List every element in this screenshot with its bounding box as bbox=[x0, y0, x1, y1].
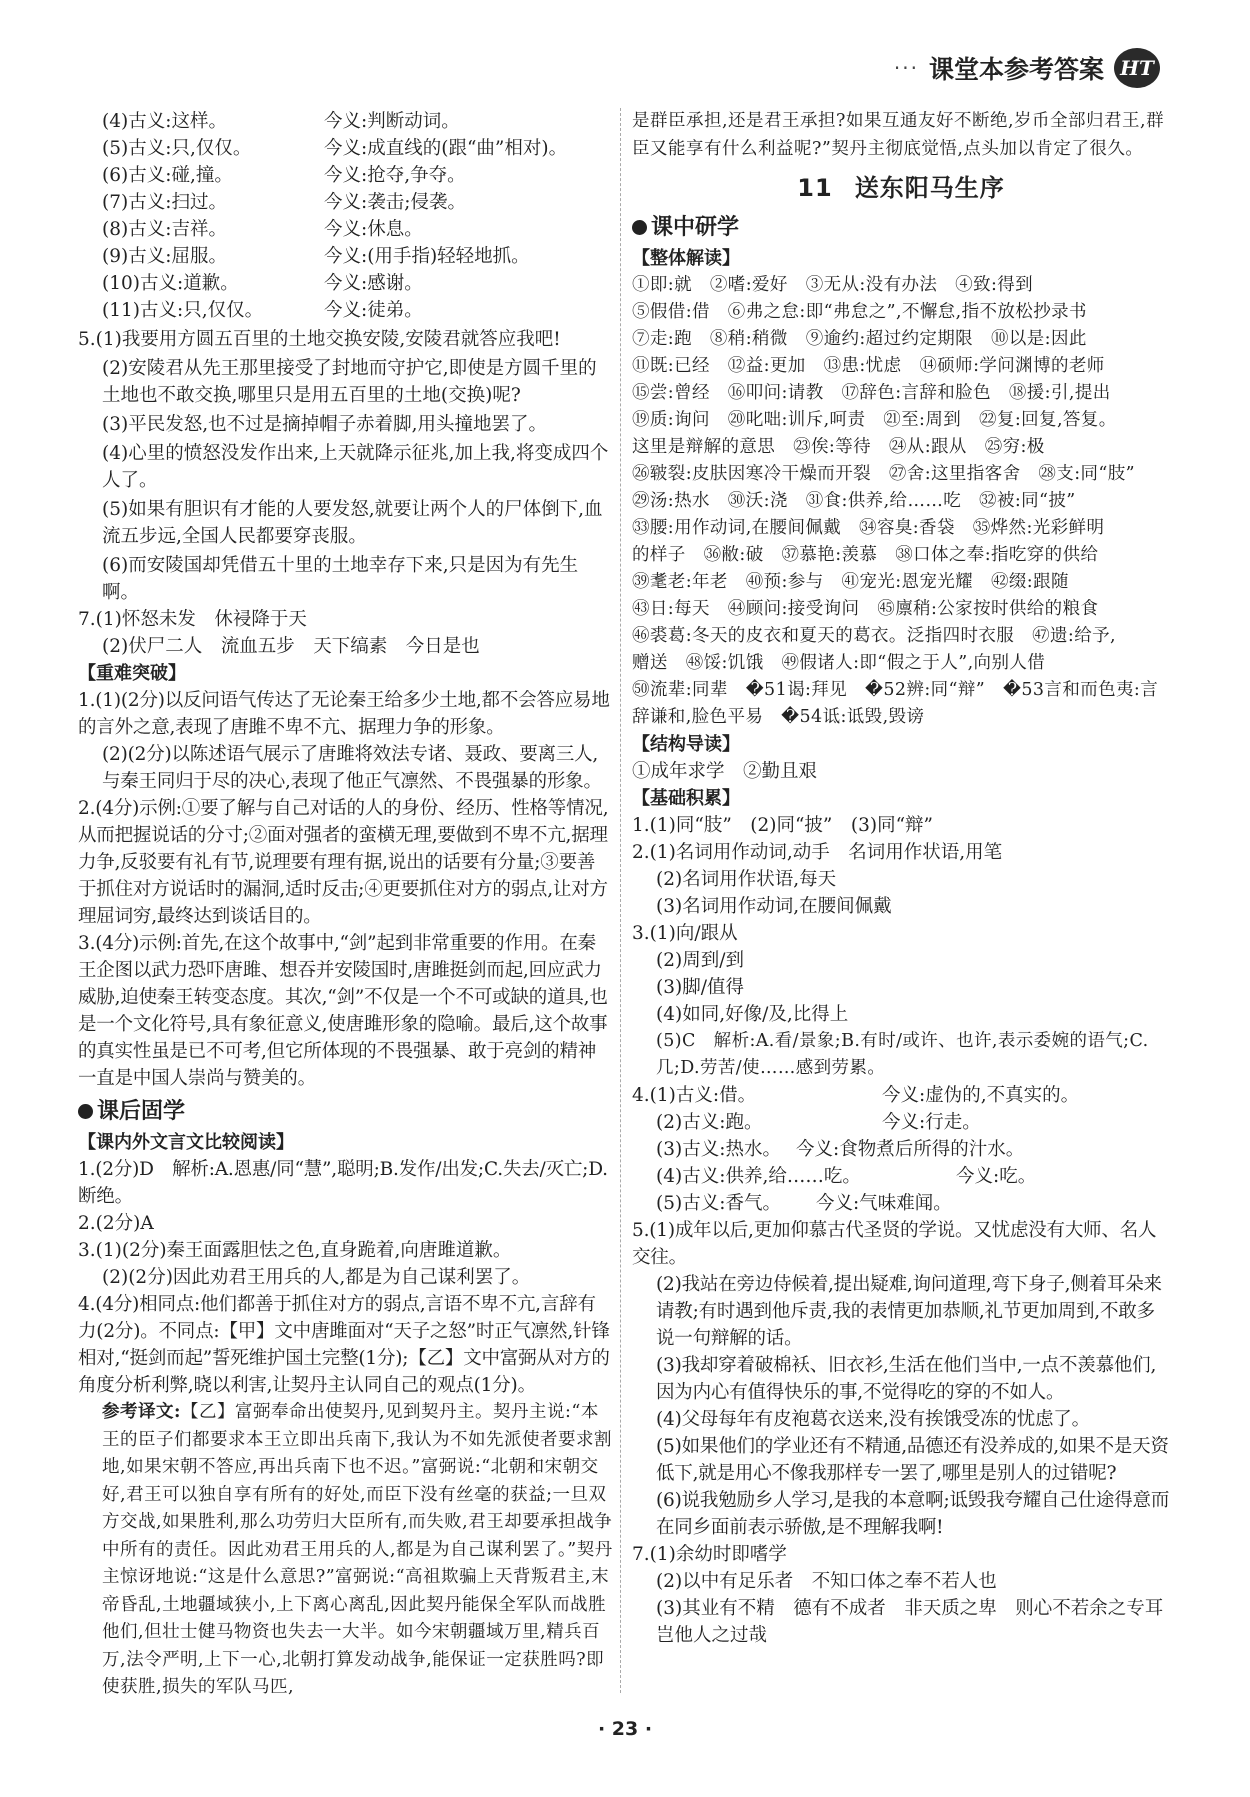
answer-line: 1.(2分)D 解析:A.恩惠/同“慧”,聪明;B.发作/出发;C.失去/灭亡;D.断绝。 bbox=[78, 1159, 608, 1207]
gloss-row bbox=[632, 1109, 1170, 1136]
section-kehou bbox=[78, 1098, 613, 1125]
answer-line: (5)C 解析:A.看/景象;B.有时/或许、也许,表示委婉的语气;C.几;D.劳苦/使……感到劳累。 bbox=[656, 1031, 1149, 1078]
vocab-line: ㉖皲裂:皮肤因寒冷干燥而开裂 ㉗舍:这里指客舍 ㉘支:同“肢” bbox=[632, 464, 1135, 484]
answer-line: 5.(1)成年以后,更加仰慕古代圣贤的学说。又忧虑没有大师、名人交往。 bbox=[632, 1220, 1157, 1268]
answer-line: (2)名词用作状语,每天 bbox=[656, 869, 837, 890]
gloss-new: 今义:休息。 bbox=[324, 219, 423, 240]
answer-5-translation-right bbox=[632, 1217, 1170, 1541]
gloss-old: (9)古义:屈服。 bbox=[102, 246, 227, 267]
gloss-old: (11)古义:只,仅仅。 bbox=[102, 300, 264, 321]
answer-line: 2.(2分)A bbox=[78, 1213, 154, 1234]
gloss-row bbox=[632, 1082, 1170, 1109]
gloss-new: 今义:虚伪的,不真实的。 bbox=[882, 1085, 1080, 1106]
column-divider bbox=[620, 108, 621, 1693]
gloss-new: 今义:行走。 bbox=[882, 1112, 981, 1133]
section-bullet-icon bbox=[632, 220, 647, 235]
lesson-title: 送东阳马生序 bbox=[854, 174, 1005, 202]
gloss-list-4 bbox=[632, 1082, 1170, 1217]
answer-line: (2)(2分)因此劝君王用兵的人,都是为自己谋利罢了。 bbox=[102, 1267, 531, 1288]
answer-line: (5)如果他们的学业还有不精通,品德还有没养成的,如果不是天资低下,就是用心不像我那样专一罢了,哪里是别人的过错呢? bbox=[656, 1436, 1169, 1484]
answer-line: (2)我站在旁边侍候着,提出疑难,询问道理,弯下身子,侧着耳朵来请教;有时遇到他斥责,我的表情更加恭顺,礼节更加周到,不敢多说一句辩解的话。 bbox=[656, 1274, 1162, 1349]
gloss-new: 今义:吃。 bbox=[956, 1166, 1037, 1187]
answer-line: 4.(4分)相同点:他们都善于抓住对方的弱点,言语不卑不亢,言辞有力(2分)。不同点:【甲】文中唐雎面对“天子之怒”时正气凛然,针锋相对,“挺剑而起”誓死维护国土完整(1分);【乙】文中富弼从对方的角度分析利弊,晓以利害,让契丹主认同自己的观点(1分)。 bbox=[78, 1294, 610, 1396]
answer-line: 2.(1)名词用作动词,动手 名词用作状语,用笔 bbox=[632, 842, 1003, 863]
reference-translation bbox=[78, 1399, 613, 1702]
gloss-new: 今义:判断动词。 bbox=[324, 111, 460, 132]
answer-line: 3.(1)(2分)秦王面露胆怯之色,直身跪着,向唐雎道歉。 bbox=[78, 1240, 512, 1261]
page-number: · 23 · bbox=[597, 1718, 653, 1740]
gloss-row bbox=[632, 1163, 1170, 1190]
gloss-row bbox=[78, 216, 613, 243]
translation-text: 【乙】富弼奉命出使契丹,见到契丹主。契丹主说:“本王的臣子们都要求本王立即出兵南下,我认为不如先派使者要求割地,如果宋朝不答应,再出兵南下也不迟。”富弼说:“北朝和宋朝交好,君王可以独自享有所有的好处,而臣下没有丝毫的获益;一旦双方交战,如果胜利,那么功劳归大臣所有,而失败,君王却要承担战争中所有的责任。因此劝君王用兵的人,都是为自己谋利罢了。”契丹主惊讶地说:“这是什么意思?”富弼说:“高祖欺骗上天背叛君主,末帝昏乱,土地疆域狭小,上下离心离乱,因此契丹能保全军队而战胜他们,但壮士健马物资也失去一大半。如今宋朝疆域万里,精兵百万,法令严明,上下一心,北朝打算发动战争,能保证一定获胜吗?即使获胜,损失的军队马匹, bbox=[102, 1402, 613, 1697]
gloss-new: 今义:徒弟。 bbox=[324, 300, 423, 321]
section-title: 课中研学 bbox=[651, 215, 740, 240]
vocab-line: ⑤假借:借 ⑥弗之怠:即“弗怠之”,不懈怠,指不放松抄录书 bbox=[632, 302, 1087, 322]
answer-line: 1.(1)同“肢” (2)同“披” (3)同“辩” bbox=[632, 815, 934, 836]
structure-answer: ①成年求学 ②勤且艰 bbox=[632, 761, 818, 782]
translation-label: 参考译文: bbox=[102, 1402, 181, 1422]
vocab-line: ㊻裘葛:冬天的皮衣和夏天的葛衣。泛指四时衣服 ㊼遗:给予, bbox=[632, 626, 1116, 646]
vocab-line: ㉙汤:热水 ㉚沃:浇 ㉛食:供养,给……吃 ㉜被:同“披” bbox=[632, 491, 1076, 511]
gloss-list bbox=[78, 108, 613, 324]
right-column bbox=[632, 108, 1182, 1649]
vocab-line: ⑮尝:曾经 ⑯叩问:请教 ⑰辞色:言辞和脸色 ⑱援:引,提出 bbox=[632, 383, 1111, 403]
gloss-new: 今义:袭击;侵袭。 bbox=[324, 192, 466, 213]
subsection-zhengti: 【整体解读】 bbox=[632, 248, 740, 269]
answer-line: (2)安陵君从先王那里接受了封地而守护它,即使是方圆千里的土地也不敢交换,哪里只是用五百里的土地(交换)呢? bbox=[102, 358, 597, 406]
vocab-line: 赠送 ㊽馁:饥饿 ㊾假诸人:即“假之于人”,向别人借 bbox=[632, 653, 1046, 673]
vocab-line: ㊴耄老:年老 ㊵预:参与 ㊶宠光:恩宠光耀 ㊷缀:跟随 bbox=[632, 572, 1069, 592]
answer-line: (3)脚/值得 bbox=[656, 977, 744, 998]
gloss-old: (3)古义:热水。 bbox=[656, 1139, 781, 1160]
vocab-line: 的样子 ㊱敝:破 ㊲慕艳:羡慕 ㊳口体之奉:指吃穿的供给 bbox=[632, 545, 1099, 565]
answer-line: (2)以中有足乐者 不知口体之奉不若人也 bbox=[656, 1571, 997, 1592]
gloss-new: 今义:食物煮后所得的汁水。 bbox=[796, 1139, 1025, 1160]
gloss-row bbox=[78, 189, 613, 216]
subsection-jiegou: 【结构导读】 bbox=[632, 734, 740, 755]
gloss-new: 今义:感谢。 bbox=[324, 273, 423, 294]
vocab-list bbox=[632, 272, 1170, 731]
gloss-new: 今义:气味难闻。 bbox=[816, 1193, 952, 1214]
vocab-line: ㉝腰:用作动词,在腰间佩戴 ㉞容臭:香袋 ㉟烨然:光彩鲜明 bbox=[632, 518, 1105, 538]
answer-line: 7.(1)余幼时即嗜学 bbox=[632, 1544, 787, 1565]
gloss-new: 今义:(用手指)轻轻地抓。 bbox=[324, 246, 530, 267]
answer-line: (4)心里的愤怒没发作出来,上天就降示征兆,加上我,将变成四个人了。 bbox=[102, 443, 609, 491]
gloss-old: (7)古义:扫过。 bbox=[102, 192, 227, 213]
gloss-old: (8)古义:吉祥。 bbox=[102, 219, 227, 240]
lesson-heading bbox=[632, 175, 1170, 202]
answer-line: (6)而安陵国却凭借五十里的土地幸存下来,只是因为有先生啊。 bbox=[102, 555, 579, 603]
subsection-zhongnan: 【重难突破】 bbox=[78, 663, 186, 684]
lesson-number: 11 bbox=[797, 174, 833, 202]
gloss-row bbox=[78, 162, 613, 189]
answer-line: 3.(4分)示例:首先,在这个故事中,“剑”起到非常重要的作用。在秦王企图以武力恐吓唐雎、想吞并安陵国时,唐雎挺剑而起,回应武力威胁,迫使秦王转变态度。其次,“剑”不仅是一个不可或缺的道具,也是一个文化符号,具有象征意义,使唐雎形象的隐喻。最后,这个故事的真实性虽是已不可考,但它所体现的不畏强暴、敢于亮剑的精神一直是中国人崇尚与赞美的。 bbox=[78, 933, 608, 1089]
gloss-new: 今义:成直线的(跟“曲”相对)。 bbox=[324, 138, 568, 159]
answer-line: 1.(1)(2分)以反问语气传达了无论秦王给多少土地,都不会答应易地的言外之意,表现了唐雎不卑不亢、据理力争的形象。 bbox=[78, 690, 610, 738]
brand-logo: HT bbox=[1114, 48, 1160, 88]
header-dots: ··· bbox=[893, 56, 919, 80]
answer-line: (5)如果有胆识有才能的人要发怒,就要让两个人的尸体倒下,血流五步远,全国人民都要穿丧服。 bbox=[102, 499, 603, 547]
gloss-old: (5)古义:香气。 bbox=[656, 1193, 781, 1214]
vocab-line: ⑦走:跑 ⑧稍:稍微 ⑨逾约:超过约定期限 ⑩以是:因此 bbox=[632, 329, 1087, 349]
answer-line: (3)平民发怒,也不过是摘掉帽子赤着脚,用头撞地罢了。 bbox=[102, 414, 547, 435]
gloss-new: 今义:抢夺,争夺。 bbox=[324, 165, 466, 186]
gloss-old: (10)古义:道歉。 bbox=[102, 273, 239, 294]
answer-7 bbox=[78, 606, 613, 660]
answer-line: (3)我却穿着破棉袄、旧衣衫,生活在他们当中,一点不羡慕他们,因为内心有值得快乐的事,不觉得吃的穿的不如人。 bbox=[656, 1355, 1157, 1403]
gloss-row bbox=[78, 270, 613, 297]
answer-line: 7.(1)怀怒未发 休祲降于天 bbox=[78, 609, 307, 630]
answer-line: 2.(4分)示例:①要了解与自己对话的人的身份、经历、性格等情况,从而把握说话的分寸;②面对强者的蛮横无理,要做到不卑不亢,据理力争,反驳要有礼有节,说理要有理有据,说出的话要有分量;③要善于抓住对方说话时的漏洞,适时反击;④更要抓住对方的弱点,让对方理屈词穷,最终达到谈话目的。 bbox=[78, 798, 609, 927]
answer-line: (2)伏尸二人 流血五步 天下缟素 今日是也 bbox=[102, 636, 480, 657]
answer-line: (3)名词用作动词,在腰间佩戴 bbox=[656, 896, 892, 917]
header-title: 课堂本参考答案 bbox=[928, 55, 1104, 84]
subsection-bijiao: 【课内外文言文比较阅读】 bbox=[78, 1132, 294, 1153]
gloss-row bbox=[78, 243, 613, 270]
translation-continued: 是群臣承担,还是君王承担?如果互通友好不断绝,岁币全部归君王,群臣又能享有什么利益呢?”契丹主彻底觉悟,点头加以肯定了很久。 bbox=[632, 111, 1165, 159]
vocab-line: ㊿流辈:同辈 �51谒:拜见 �52辨:同“辩” �53言和而色夷:言辞谦和,脸色平易 �54诋:诋毁,毁谤 bbox=[632, 680, 1159, 727]
vocab-line: 这里是辩解的意思 ㉓俟:等待 ㉔从:跟从 ㉕穷:极 bbox=[632, 437, 1045, 457]
left-column bbox=[78, 108, 613, 1702]
gloss-old: (6)古义:碰,撞。 bbox=[102, 165, 233, 186]
gloss-old: (4)古义:这样。 bbox=[102, 111, 227, 132]
gloss-old: 4.(1)古义:借。 bbox=[632, 1085, 757, 1106]
section-bullet-icon bbox=[78, 1104, 93, 1119]
answer-line: (2)(2分)以陈述语气展示了唐雎将效法专诸、聂政、要离三人,与秦王同归于尽的决心,表现了他正气凛然、不畏强暴的形象。 bbox=[102, 744, 602, 792]
gloss-row bbox=[632, 1190, 1170, 1217]
answer-line: 3.(1)向/跟从 bbox=[632, 923, 738, 944]
answer-line: (6)说我勉励乡人学习,是我的本意啊;诋毁我夸耀自己仕途得意而在同乡面前表示骄傲,是不理解我啊! bbox=[656, 1490, 1170, 1538]
answer-7-right bbox=[632, 1541, 1182, 1649]
answer-5-translation bbox=[78, 326, 613, 606]
gloss-old: (2)古义:跑。 bbox=[656, 1112, 763, 1133]
answer-line: (4)父母每年有皮袍葛衣送来,没有挨饿受冻的忧虑了。 bbox=[656, 1409, 1090, 1430]
gloss-row bbox=[78, 297, 613, 324]
section-title: 课后固学 bbox=[97, 1099, 186, 1124]
vocab-line: ⑪既:已经 ⑫益:更加 ⑬患:忧虑 ⑭硕师:学问渊博的老师 bbox=[632, 356, 1105, 376]
gloss-old: (5)古义:只,仅仅。 bbox=[102, 138, 252, 159]
jichu-answers bbox=[632, 812, 1170, 1082]
answer-line: (2)周到/到 bbox=[656, 950, 744, 971]
answer-line: (4)如同,好像/及,比得上 bbox=[656, 1004, 849, 1025]
page-header bbox=[894, 48, 1160, 88]
gloss-old: (4)古义:供养,给……吃。 bbox=[656, 1166, 861, 1187]
answer-line: (3)其业有不精 德有不成者 非天质之卑 则心不若余之专耳 岂他人之过哉 bbox=[656, 1598, 1182, 1646]
vocab-line: ⑲质:询问 ⑳叱咄:训斥,呵责 ㉑至:周到 ㉒复:回复,答复。 bbox=[632, 410, 1117, 430]
vocab-line: ㊸日:每天 ㊹顾问:接受询问 ㊺廪稍:公家按时供给的粮食 bbox=[632, 599, 1099, 619]
zhongnan-answers bbox=[78, 687, 613, 1092]
answer-line: 5.(1)我要用方圆五百里的土地交换安陵,安陵君就答应我吧! bbox=[78, 329, 561, 350]
subsection-jichu: 【基础积累】 bbox=[632, 788, 740, 809]
gloss-row bbox=[78, 108, 613, 135]
section-kezhong bbox=[632, 214, 1170, 241]
gloss-row bbox=[78, 135, 613, 162]
bijiao-answers bbox=[78, 1156, 613, 1399]
gloss-row bbox=[632, 1136, 1170, 1163]
vocab-line: ①即:就 ②嗜:爱好 ③无从:没有办法 ④致:得到 bbox=[632, 275, 1034, 295]
